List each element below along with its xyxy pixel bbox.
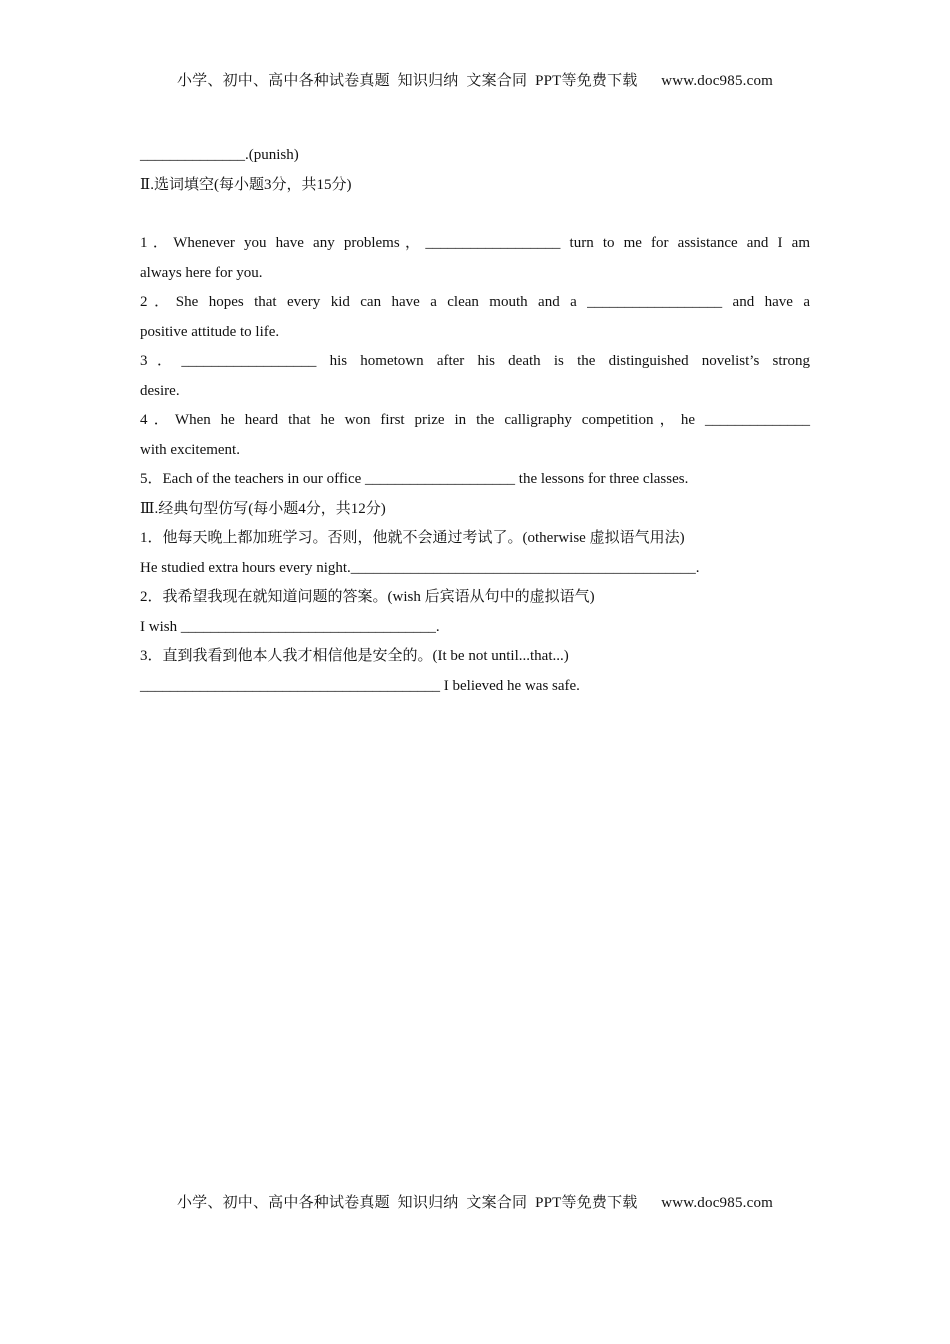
question-2-3-line-1: 3．__________________ his hometown after his death is the distinguished novelist’s strong [140, 353, 810, 369]
question-2-3-line-2: desire. [140, 382, 180, 399]
question-2-5: 5．Each of the teachers in our office ____________________ the lessons for three classes. [140, 471, 689, 487]
question-2-4-line-1: 4．When he heard that he won first prize in the calligraphy competition，he ______________ [140, 412, 810, 428]
question-2-1-line-1: 1．Whenever you have any problems，__________________ turn to me for assistance and I am [140, 235, 810, 251]
question-2-1-line-2: always here for you. [140, 264, 263, 281]
section-2-title: Ⅱ.选词填空(每小题3分，共15分) [140, 176, 352, 193]
question-2-4-line-2: with excitement. [140, 441, 240, 458]
section-3-title: Ⅲ.经典句型仿写(每小题4分，共12分) [140, 500, 386, 517]
punish-fill-line: ______________.(punish) [140, 147, 299, 163]
question-3-2-prompt: 2．我希望我现在就知道问题的答案。(wish 后宾语从句中的虚拟语气) [140, 589, 595, 605]
page-header: 小学、初中、高中各种试卷真题 知识归纳 文案合同 PPT等免费下载 www.doc985.com [176, 73, 774, 89]
question-2-2-line-1: 2．She hopes that every kid can have a clean mouth and a __________________ and have a [140, 294, 810, 310]
question-3-3-answer: ________________________________________ I believed he was safe. [140, 677, 580, 694]
question-3-2-answer: I wish __________________________________. [140, 618, 440, 635]
question-3-3-prompt: 3．直到我看到他本人我才相信他是安全的。(It be not until...that...) [140, 648, 569, 664]
question-2-2-line-2: positive attitude to life. [140, 323, 280, 340]
page-footer: 小学、初中、高中各种试卷真题 知识归纳 文案合同 PPT等免费下载 www.doc985.com [176, 1195, 774, 1211]
section-gap [140, 200, 810, 229]
worksheet-content [140, 141, 810, 701]
question-3-1-answer: He studied extra hours every night.______________________________________________. [140, 559, 700, 576]
question-3-1-prompt: 1．他每天晚上都加班学习。否则，他就不会通过考试了。(otherwise 虚拟语气用法) [140, 530, 685, 546]
